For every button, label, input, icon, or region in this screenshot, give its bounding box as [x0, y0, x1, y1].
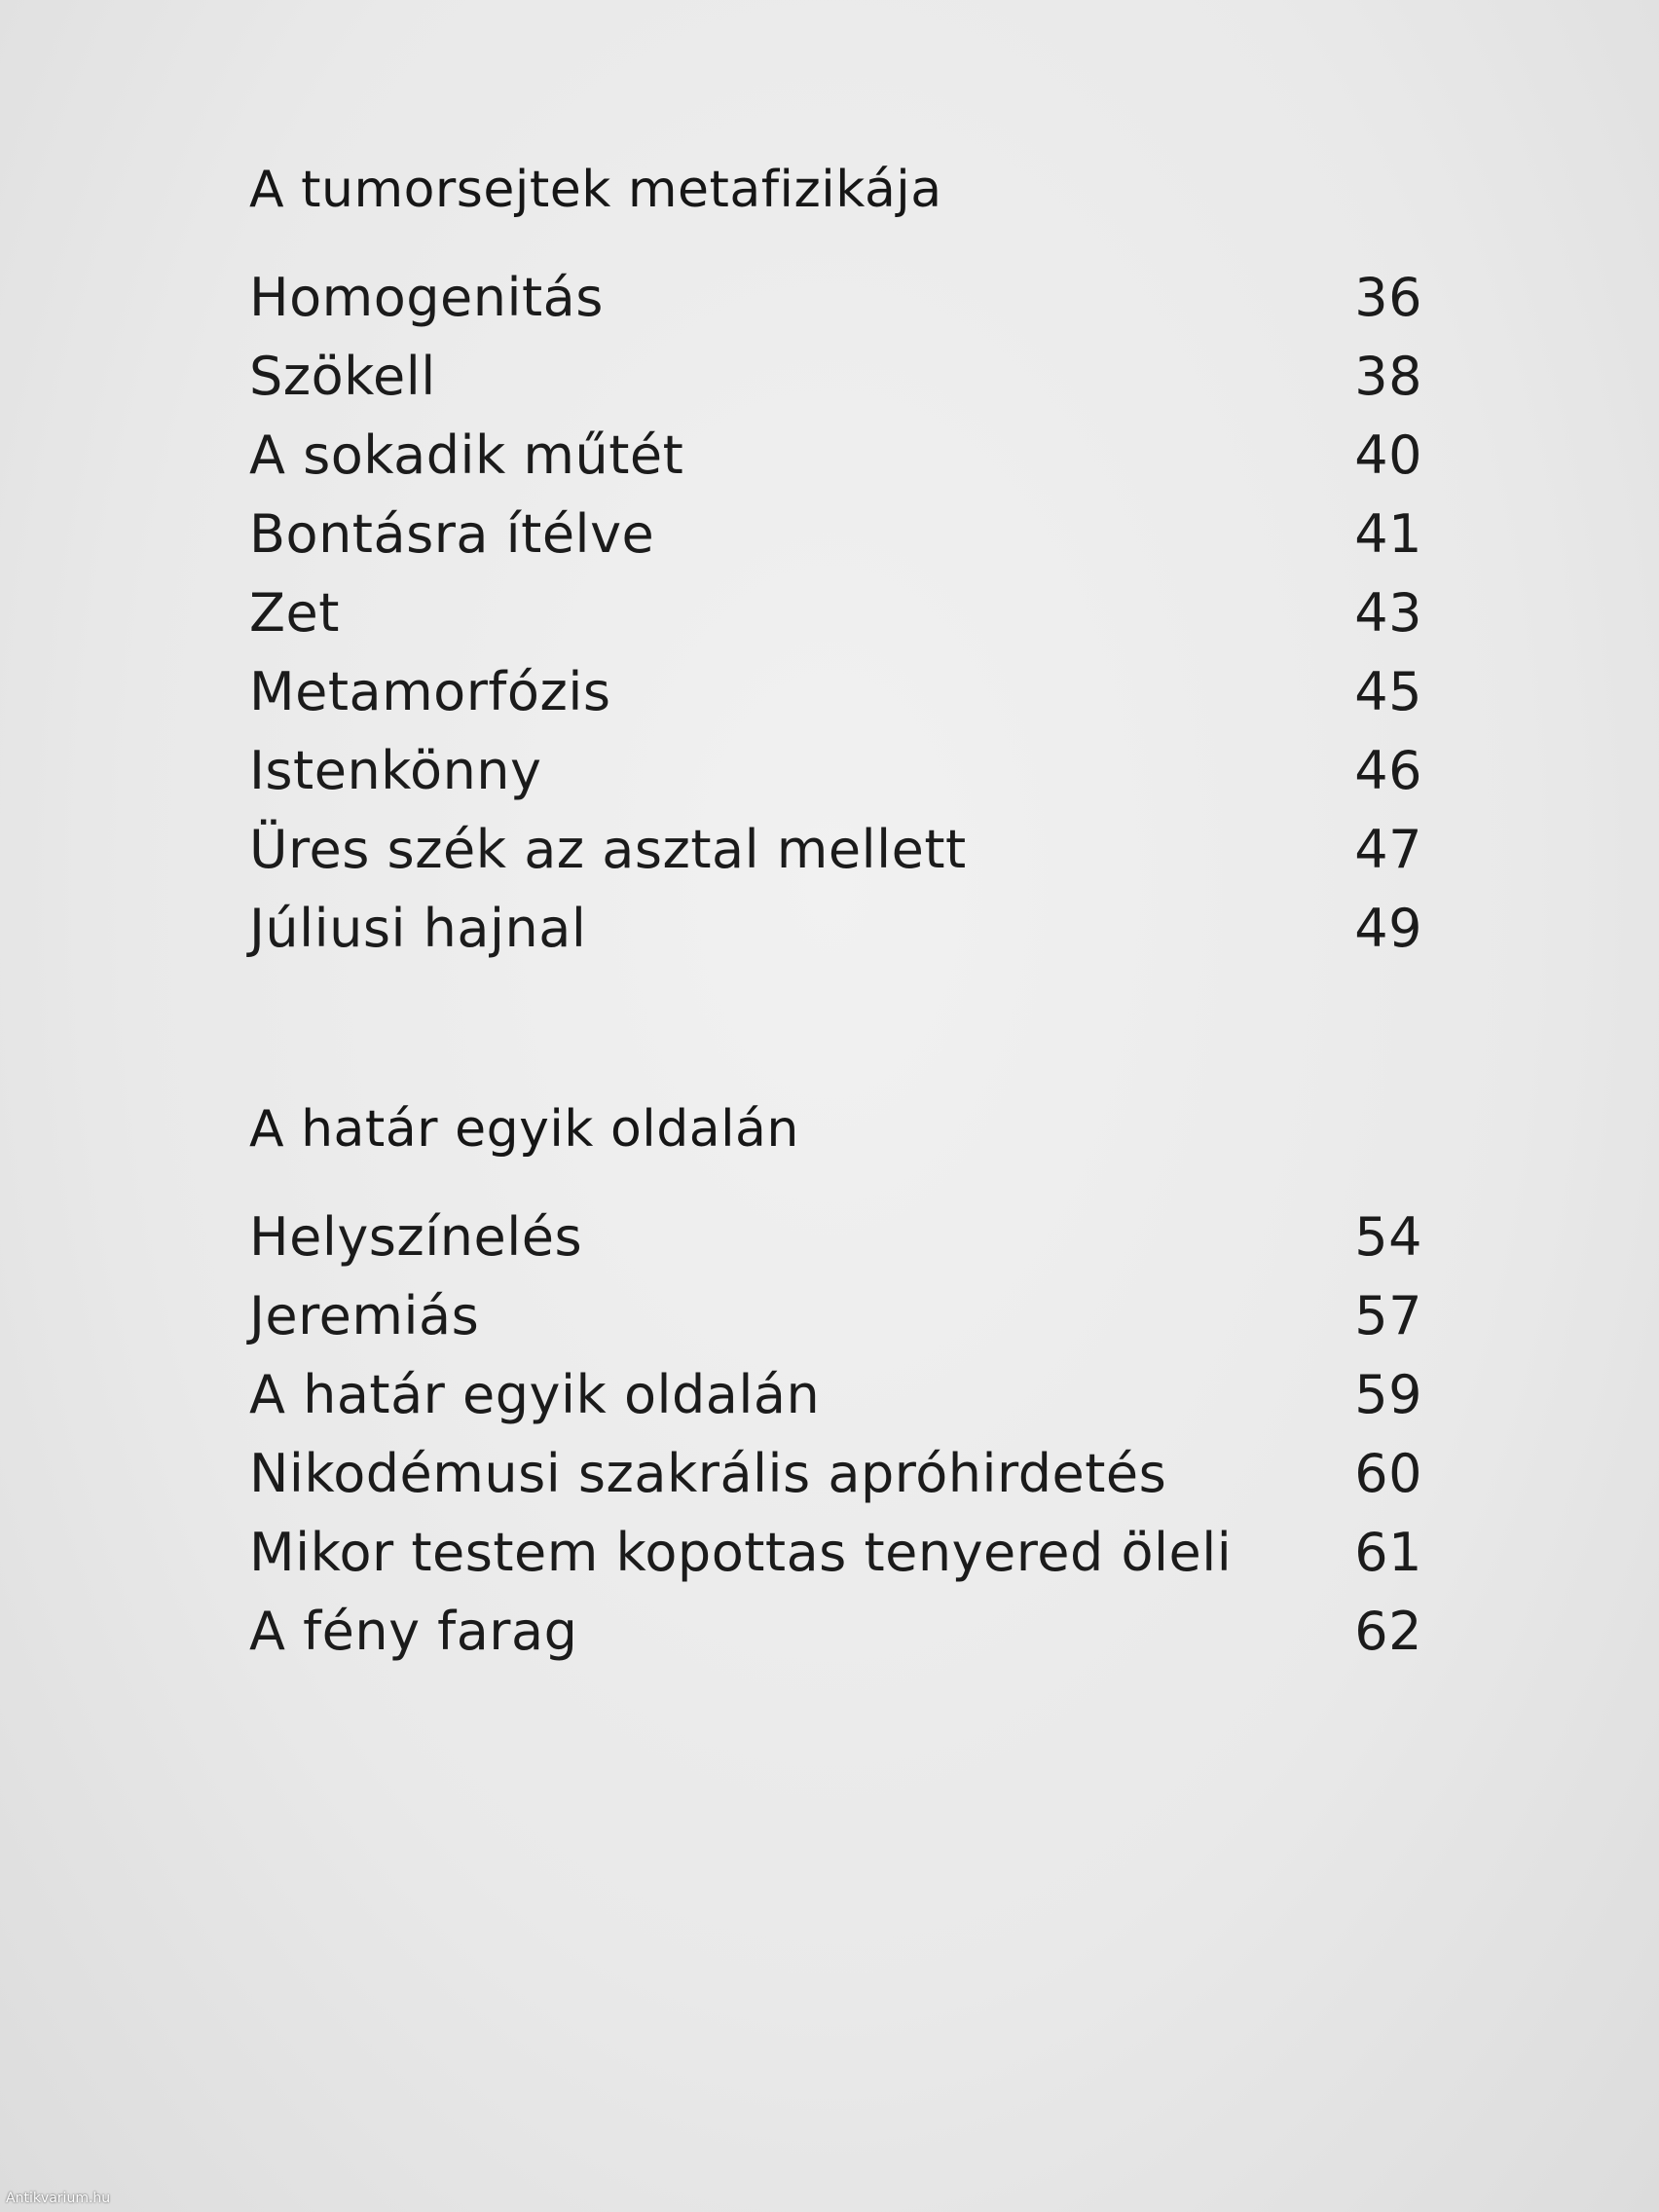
- entry-title: A határ egyik oldalán: [249, 1364, 821, 1425]
- toc-entry-list: [249, 1198, 1422, 1671]
- entry-page-number: 36: [1354, 267, 1422, 328]
- toc-entry: [249, 810, 1422, 889]
- entry-page-number: 43: [1354, 582, 1422, 644]
- entry-page-number: 57: [1354, 1285, 1422, 1346]
- toc-entry: [249, 495, 1422, 573]
- entry-title: Mikor testem kopottas tenyered öleli: [249, 1522, 1233, 1583]
- entry-title: Istenkönny: [249, 740, 542, 801]
- entry-title: A sokadik műtét: [249, 424, 684, 486]
- toc-entry: [249, 1592, 1422, 1671]
- entry-page-number: 40: [1354, 424, 1422, 486]
- toc-entry: [249, 652, 1422, 731]
- toc-entry: [249, 573, 1422, 652]
- entry-page-number: 47: [1354, 819, 1422, 880]
- toc-section: [249, 1100, 1422, 1671]
- toc-entry: [249, 1198, 1422, 1276]
- toc-entry: [249, 416, 1422, 495]
- entry-page-number: 60: [1354, 1443, 1422, 1504]
- toc-entry: [249, 258, 1422, 337]
- entry-page-number: 59: [1354, 1364, 1422, 1425]
- entry-title: Üres szék az asztal mellett: [249, 819, 967, 880]
- toc-entry-list: [249, 258, 1422, 968]
- entry-page-number: 61: [1354, 1522, 1422, 1583]
- toc-entry: [249, 731, 1422, 810]
- toc-entry: [249, 1276, 1422, 1355]
- entry-title: Nikodémusi szakrális apróhirdetés: [249, 1443, 1167, 1504]
- toc-entry: [249, 1434, 1422, 1513]
- entry-title: Zet: [249, 582, 340, 644]
- entry-title: Helyszínelés: [249, 1206, 583, 1268]
- entry-title: A fény farag: [249, 1601, 578, 1662]
- entry-title: Bontásra ítélve: [249, 503, 655, 565]
- entry-page-number: 41: [1354, 503, 1422, 565]
- entry-title: Jeremiás: [249, 1285, 480, 1346]
- entry-title: Homogenitás: [249, 267, 604, 328]
- entry-title: Júliusi hajnal: [249, 898, 587, 959]
- entry-title: Szökell: [249, 346, 436, 407]
- section-title: A tumorsejtek metafizikája: [249, 161, 942, 219]
- section-title: A határ egyik oldalán: [249, 1100, 799, 1159]
- toc-entry: [249, 337, 1422, 416]
- toc-entry: [249, 1355, 1422, 1434]
- entry-page-number: 38: [1354, 346, 1422, 407]
- entry-page-number: 49: [1354, 898, 1422, 959]
- entry-page-number: 54: [1354, 1206, 1422, 1268]
- toc-section: [249, 161, 1422, 968]
- watermark-text: Antikvarium.hu: [6, 2191, 111, 2206]
- entry-title: Metamorfózis: [249, 661, 611, 722]
- entry-page-number: 62: [1354, 1601, 1422, 1662]
- entry-page-number: 45: [1354, 661, 1422, 722]
- toc-entry: [249, 1513, 1422, 1592]
- toc-entry: [249, 889, 1422, 968]
- entry-page-number: 46: [1354, 740, 1422, 801]
